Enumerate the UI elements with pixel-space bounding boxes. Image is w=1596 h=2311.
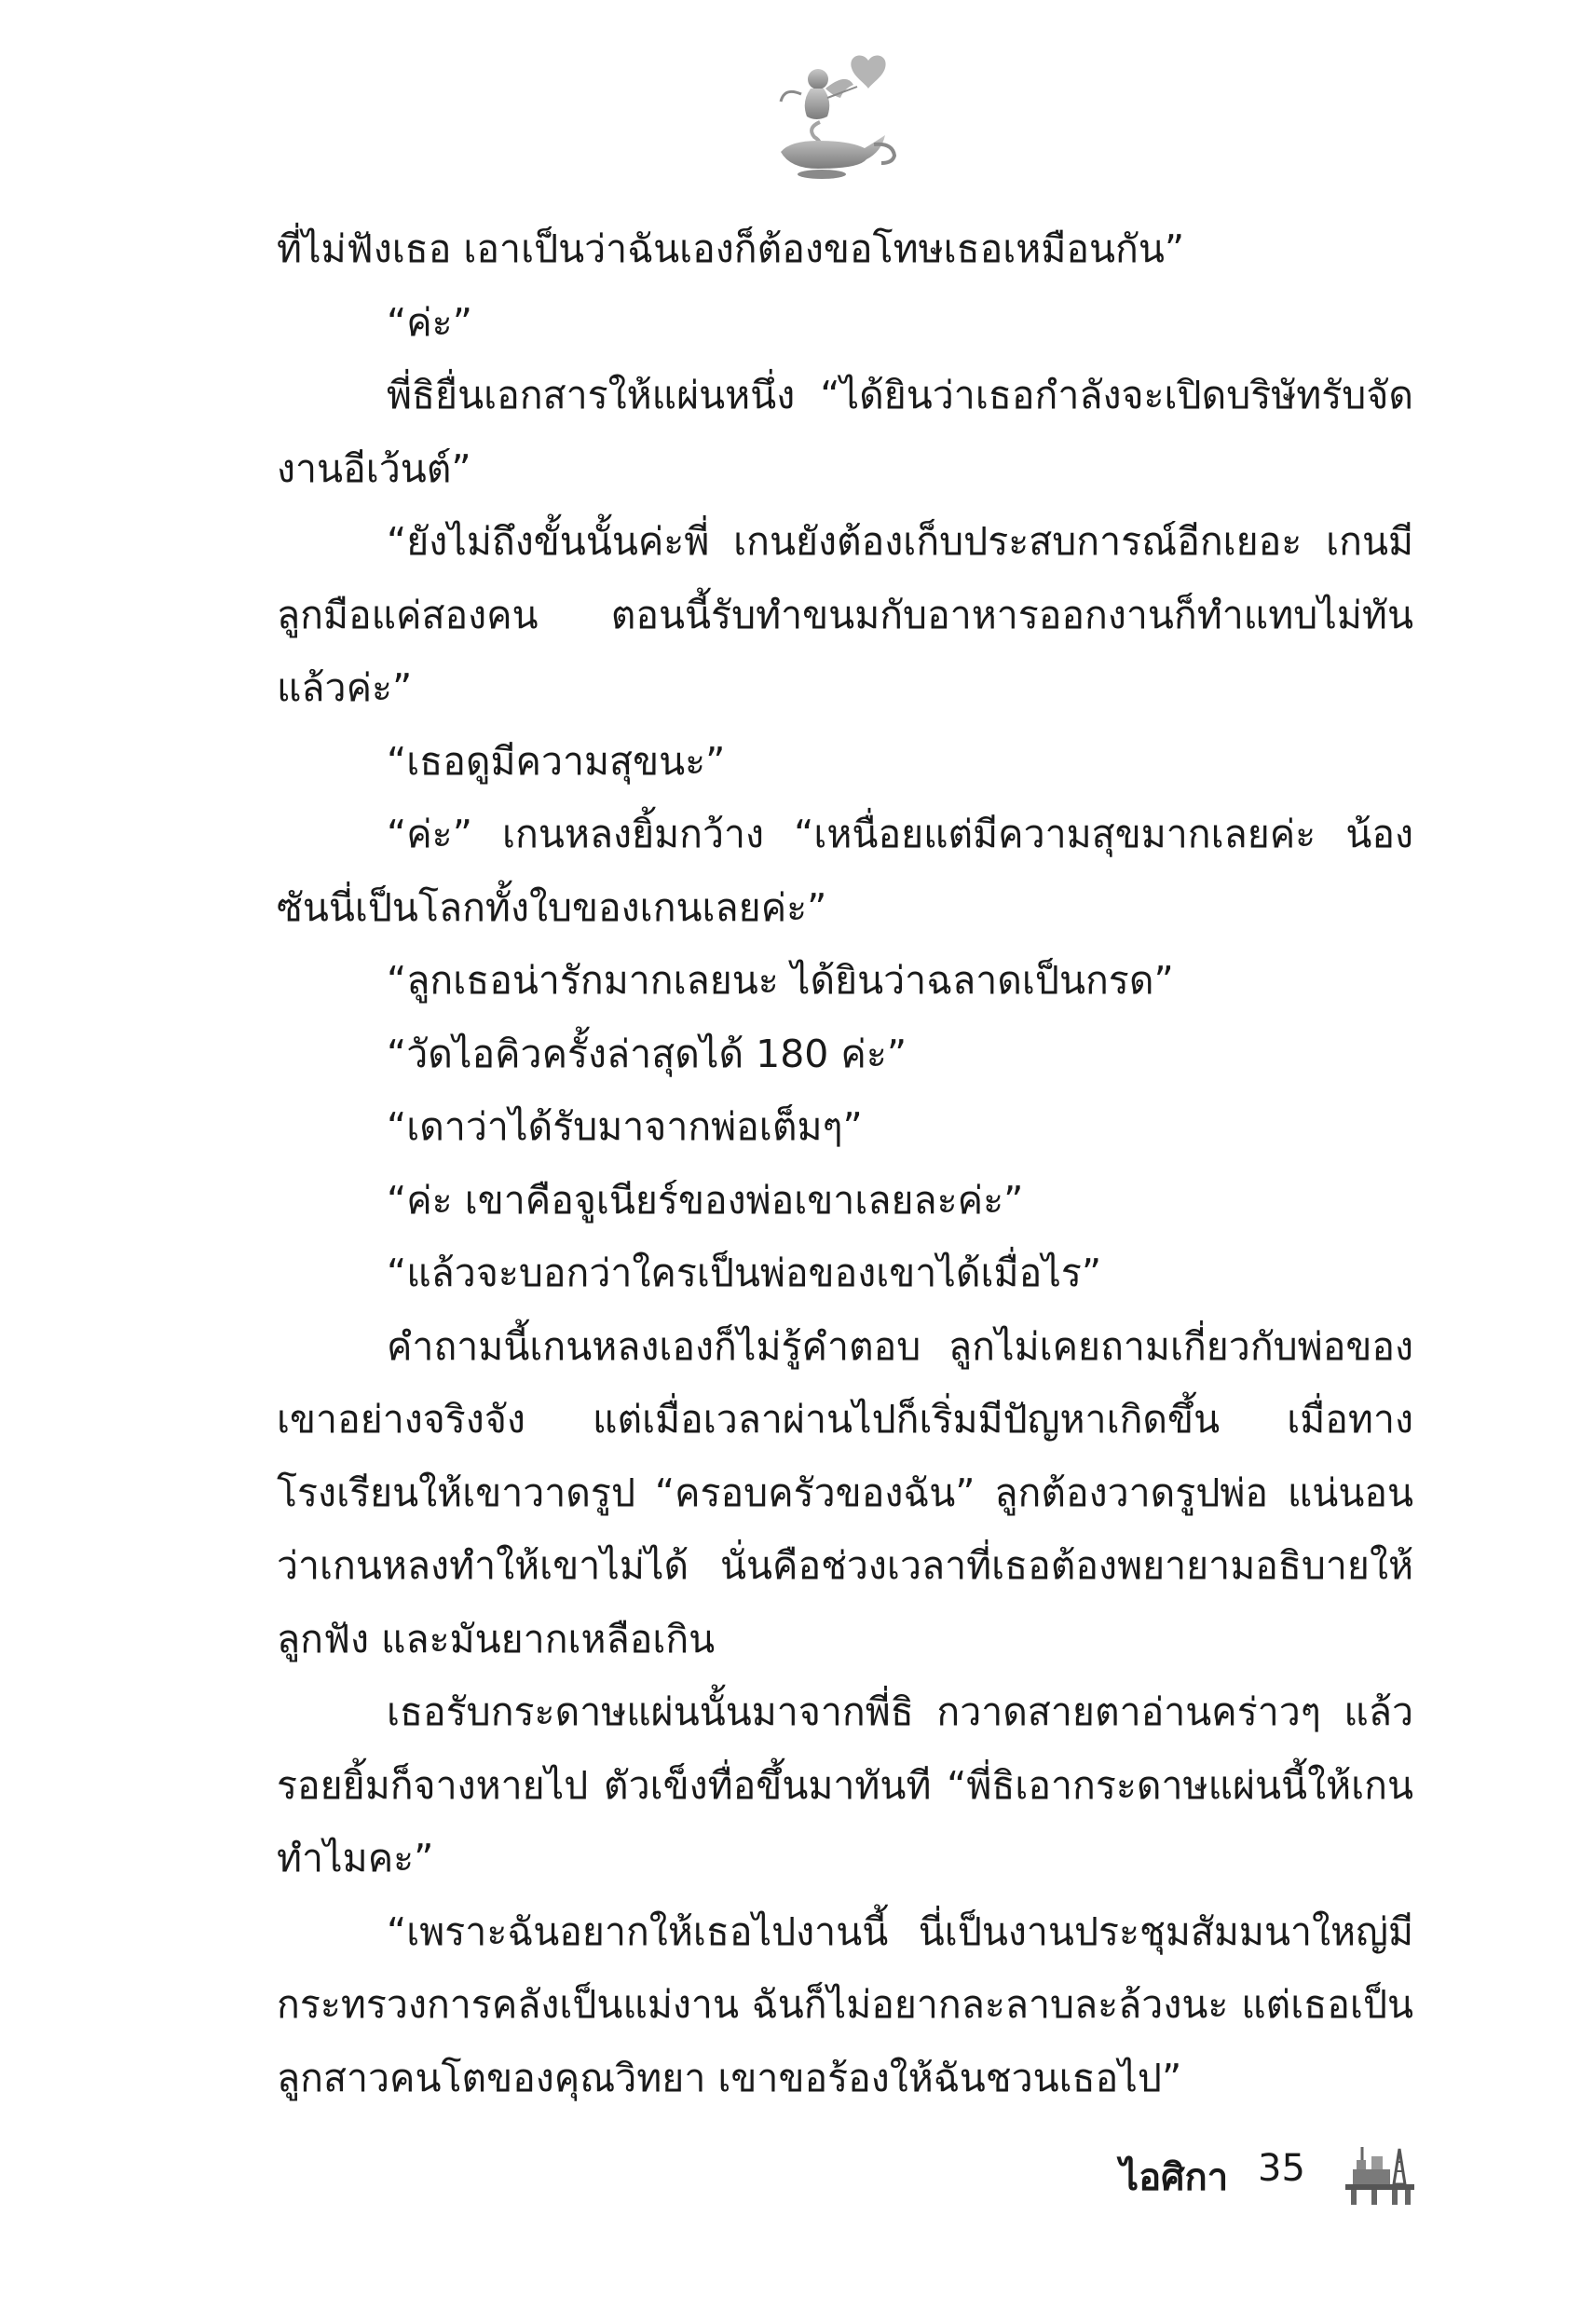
paragraph: คำถามนี้เกนหลงเองก็ไม่รู้คำตอบ ลูกไม่เคยถามเกี่ยวกับพ่อของเขาอย่างจริงจัง แต่เมื่อเวลาผ่านไปก็เริ่มมีปัญหาเกิดขึ้น เมื่อทางโรงเรียนให้เขาวาดรูป “ครอบครัวของฉัน” ลูกต้องวาดรูปพ่อ แน่นอนว่าเกนหลงทำให้เขาไม่ได้ นั่นคือช่วงเวลาที่เธอต้องพยายามอธิบายให้ลูกฟัง และมันยากเหลือเกิน <box>277 1323 1413 1661</box>
paragraph: “เธอดูมีความสุขนะ” <box>387 738 726 784</box>
paragraph: “ค่ะ เขาคือจูเนียร์ของพ่อเขาเลยละค่ะ” <box>387 1177 1024 1223</box>
paragraph: “ลูกเธอน่ารักมากเลยนะ ได้ยินว่าฉลาดเป็นกรด” <box>387 958 1174 1003</box>
genie-lamp-cupid-icon <box>764 51 904 182</box>
paragraph: พี่ธิยื่นเอกสารให้แผ่นหนึ่ง “ได้ยินว่าเธอกำลังจะเปิดบริษัทรับจัดงานอีเว้นต์” <box>277 373 1413 491</box>
paragraph: “แล้วจะบอกว่าใครเป็นพ่อของเขาได้เมื่อไร” <box>387 1251 1102 1295</box>
paragraph: เธอรับกระดาษแผ่นนั้นมาจากพี่ธิ กวาดสายตาอ่านคร่าวๆ แล้วรอยยิ้มก็จางหายไป ตัวเข็งทื่อขึ้นมาทันที “พี่ธิเอากระดาษแผ่นนี้ให้เกนทำไมคะ” <box>277 1689 1413 1880</box>
paragraph: ที่ไม่ฟังเธอ เอาเป็นว่าฉันเองก็ต้องขอโทษเธอเหมือนกัน” <box>277 226 1185 271</box>
page-footer <box>1099 2143 1435 2208</box>
paragraph: “ค่ะ” เกนหลงยิ้มกว้าง “เหนื่อยแต่มีความสุขมากเลยค่ะ น้องซันนี่เป็นโลกทั้งใบของเกนเลยค่ะ” <box>277 812 1413 930</box>
paragraph: “เพราะฉันอยากให้เธอไปงานนี้ นี่เป็นงานประชุมสัมมนาใหญ่มีกระทรวงการคลังเป็นแม่งาน ฉันก็ไม่อยากละลาบละล้วงนะ แต่เธอเป็นลูกสาวคนโตของคุณวิทยา เขาขอร้องให้ฉันชวนเธอไป” <box>277 1908 1413 2100</box>
paragraph: “วัดไอคิวครั้งล่าสุดได้ 180 ค่ะ” <box>387 1031 907 1076</box>
book-title: ไอศิกา <box>1120 2156 1229 2199</box>
body-text <box>277 212 1413 2114</box>
page-number: 35 <box>1258 2147 1305 2190</box>
paragraph: “ยังไม่ถึงขั้นนั้นค่ะพี่ เกนยังต้องเก็บประสบการณ์อีกเยอะ เกนมีลูกมือแค่สองคน ตอนนี้รับทำขนมกับอาหารออกงานก็ทำแทบไม่ทันแล้วค่ะ” <box>277 519 1413 710</box>
oil-rig-icon <box>1344 2143 1416 2205</box>
paragraph: “ค่ะ” <box>387 299 472 345</box>
paragraph: “เดาว่าได้รับมาจากพ่อเต็มๆ” <box>387 1104 863 1149</box>
